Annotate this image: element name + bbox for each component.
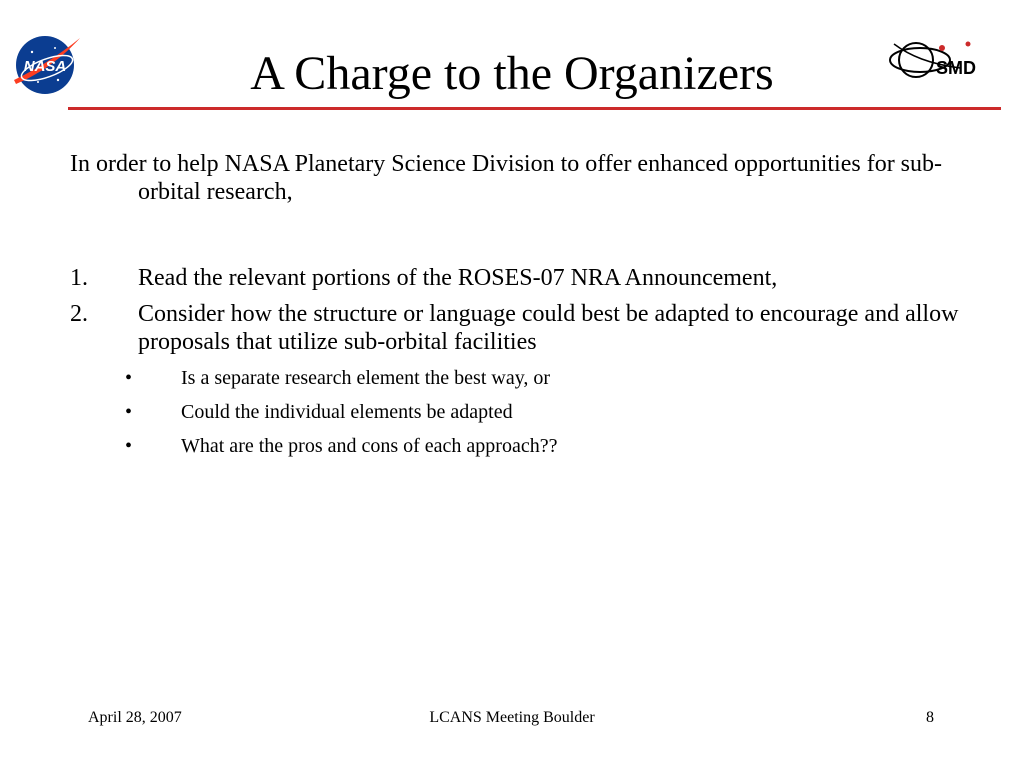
numbered-item-2 bbox=[70, 300, 970, 356]
title-divider bbox=[68, 107, 1001, 110]
item-number: 1. bbox=[70, 265, 88, 291]
bullet-item-3 bbox=[70, 434, 970, 458]
slide-body bbox=[70, 150, 970, 458]
footer-event: LCANS Meeting Boulder bbox=[429, 709, 595, 726]
svg-text:NASA: NASA bbox=[23, 58, 67, 75]
bullet-item-2 bbox=[70, 400, 970, 424]
bullet-marker: • bbox=[125, 401, 133, 423]
bullet-text: What are the pros and cons of each approach?? bbox=[181, 435, 558, 457]
bullet-text: Could the individual elements be adapted bbox=[181, 401, 513, 423]
intro-paragraph: In order to help NASA Planetary Science Division to offer enhanced opportunities for sub-orbital research, bbox=[70, 151, 943, 205]
numbered-item-1 bbox=[70, 264, 970, 292]
bullet-marker: • bbox=[125, 435, 133, 457]
bullet-text: Is a separate research element the best way, or bbox=[181, 367, 551, 389]
svg-text:SMD: SMD bbox=[936, 58, 976, 78]
item-number: 2. bbox=[70, 301, 88, 327]
item-text: Consider how the structure or language could best be adapted to encourage and allow proposals that utilize sub-orbital facilities bbox=[138, 301, 959, 355]
page-number: 8 bbox=[926, 709, 934, 726]
item-text: Read the relevant portions of the ROSES-07 NRA Announcement, bbox=[138, 265, 778, 291]
bullet-marker: • bbox=[125, 367, 133, 389]
bullet-item-1 bbox=[70, 366, 970, 390]
footer-date: April 28, 2007 bbox=[88, 709, 182, 726]
slide-title: A Charge to the Organizers bbox=[250, 47, 774, 100]
